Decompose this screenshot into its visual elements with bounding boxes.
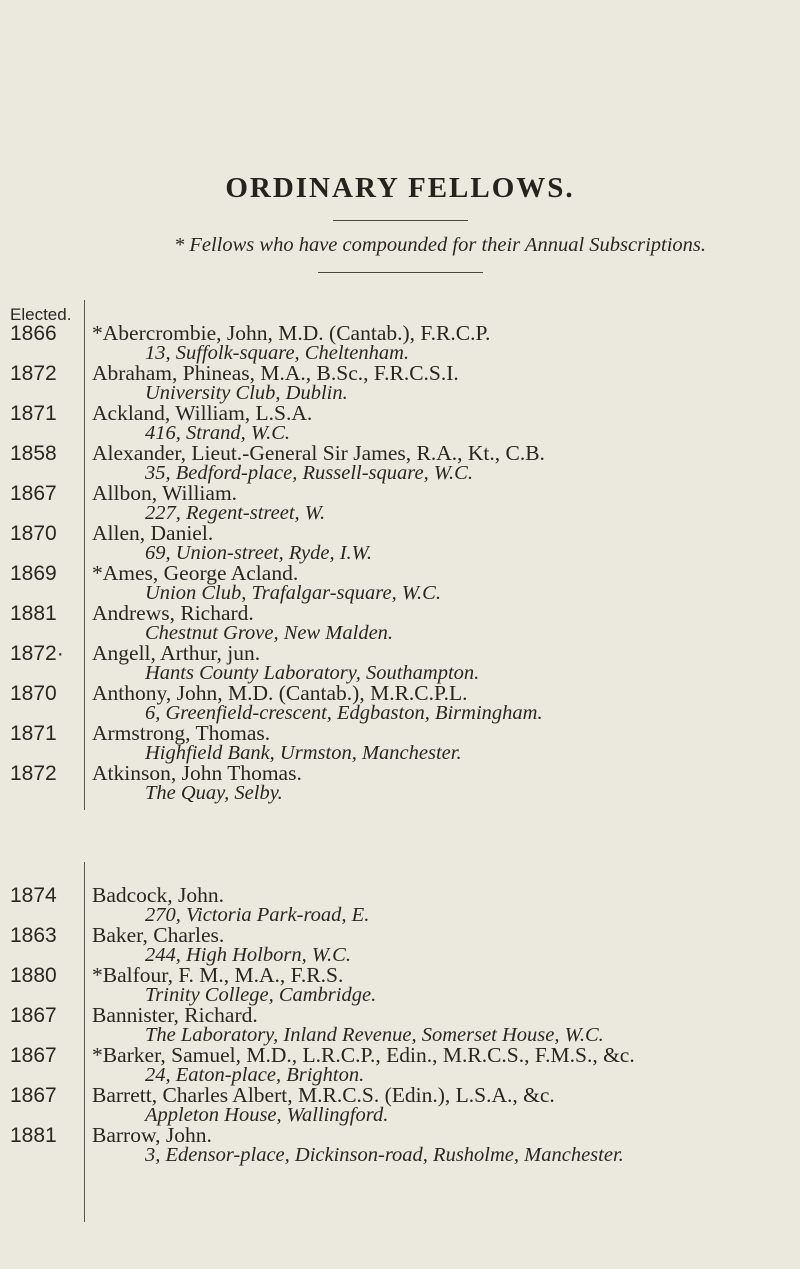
election-year: 1874: [10, 884, 57, 907]
fellow-name: *Balfour, F. M., M.A., F.R.S.: [92, 963, 344, 987]
election-year: 1872: [10, 762, 57, 785]
fellow-address: 270, Victoria Park-road, E.: [145, 904, 370, 926]
fellow-name: Andrews, Richard.: [92, 601, 254, 625]
fellow-address: Hants County Laboratory, Southampton.: [145, 662, 480, 684]
election-year: 1881: [10, 602, 57, 625]
title-divider: [333, 220, 468, 221]
fellow-name: Baker, Charles.: [92, 923, 225, 947]
fellow-name: Ackland, William, L.S.A.: [92, 401, 313, 425]
fellow-address: University Club, Dublin.: [145, 382, 348, 404]
fellow-name: Angell, Arthur, jun.: [92, 641, 261, 665]
fellow-name: Abraham, Phineas, M.A., B.Sc., F.R.C.S.I.: [92, 361, 459, 385]
fellow-address: The Laboratory, Inland Revenue, Somerset House, W.C.: [145, 1024, 604, 1046]
election-year: 1867: [10, 482, 57, 505]
fellow-name: Barrett, Charles Albert, M.R.C.S. (Edin.), L.S.A., &c.: [92, 1083, 555, 1107]
election-year: 1866: [10, 322, 57, 345]
fellow-name: Badcock, John.: [92, 883, 224, 907]
election-year: 1867: [10, 1044, 57, 1067]
fellow-name: Atkinson, John Thomas.: [92, 761, 302, 785]
election-year: 1872·: [10, 642, 64, 665]
fellow-address: 35, Bedford-place, Russell-square, W.C.: [145, 462, 473, 484]
fellow-name: Barrow, John.: [92, 1123, 212, 1147]
fellow-name: Armstrong, Thomas.: [92, 721, 271, 745]
fellow-address: Highfield Bank, Urmston, Manchester.: [145, 742, 462, 764]
fellow-address: Appleton House, Wallingford.: [145, 1104, 389, 1126]
fellow-address: 69, Union-street, Ryde, I.W.: [145, 542, 372, 564]
page-subtitle: * Fellows who have compounded for their Annual Subscriptions.: [173, 234, 707, 256]
fellow-name: Allbon, William.: [92, 481, 238, 505]
fellow-address: 6, Greenfield-crescent, Edgbaston, Birmingham.: [145, 702, 543, 724]
fellow-name: Alexander, Lieut.-General Sir James, R.A., Kt., C.B.: [92, 441, 545, 465]
elected-column-header: Elected.: [10, 305, 72, 324]
election-year: 1880: [10, 964, 57, 987]
fellow-name: Allen, Daniel.: [92, 521, 214, 545]
fellow-address: Union Club, Trafalgar-square, W.C.: [145, 582, 441, 604]
fellow-address: Chestnut Grove, New Malden.: [145, 622, 394, 644]
fellow-name: *Ames, George Acland.: [92, 561, 299, 585]
fellow-address: The Quay, Selby.: [145, 782, 283, 804]
fellow-address: Trinity College, Cambridge.: [145, 984, 377, 1006]
election-year: 1867: [10, 1084, 57, 1107]
fellow-name: *Abercrombie, John, M.D. (Cantab.), F.R.C.P.: [92, 321, 491, 345]
fellow-address: 3, Edensor-place, Dickinson-road, Rusholme, Manchester.: [145, 1144, 624, 1166]
election-year: 1871: [10, 722, 57, 745]
election-year: 1867: [10, 1004, 57, 1027]
column-divider-top: [84, 300, 85, 810]
fellow-address: 24, Eaton-place, Brighton.: [145, 1064, 365, 1086]
column-divider-bottom: [84, 862, 85, 1222]
fellow-address: 227, Regent-street, W.: [145, 502, 326, 524]
fellow-name: Bannister, Richard.: [92, 1003, 258, 1027]
election-year: 1858: [10, 442, 57, 465]
election-year: 1870: [10, 522, 57, 545]
fellow-name: Anthony, John, M.D. (Cantab.), M.R.C.P.L.: [92, 681, 468, 705]
fellow-address: 13, Suffolk-square, Cheltenham.: [145, 342, 409, 364]
subtitle-divider: [318, 272, 483, 273]
election-year: 1881: [10, 1124, 57, 1147]
page-title: ORDINARY FELLOWS.: [225, 172, 575, 204]
election-year: 1863: [10, 924, 57, 947]
fellow-name: *Barker, Samuel, M.D., L.R.C.P., Edin., M.R.C.S., F.M.S., &c.: [92, 1043, 635, 1067]
fellow-address: 416, Strand, W.C.: [145, 422, 291, 444]
election-year: 1869: [10, 562, 57, 585]
fellow-address: 244, High Holborn, W.C.: [145, 944, 351, 966]
election-year: 1870: [10, 682, 57, 705]
election-year: 1872: [10, 362, 57, 385]
election-year: 1871: [10, 402, 57, 425]
